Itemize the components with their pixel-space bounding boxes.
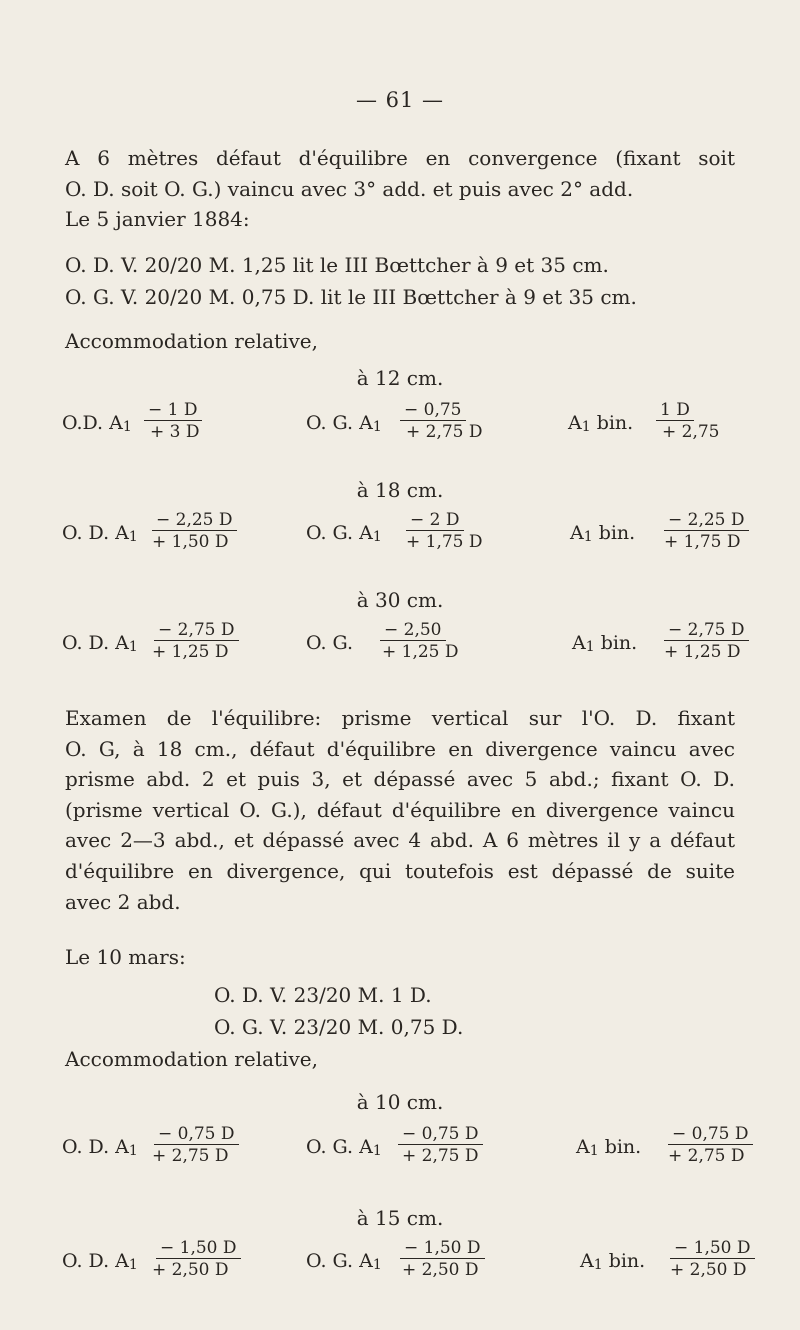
subscript: 1 xyxy=(372,1257,382,1273)
bin-label: A xyxy=(570,522,584,544)
subscript: 1 xyxy=(128,1257,138,1273)
fraction-denominator: + 1,25 D xyxy=(152,642,229,662)
fraction-denominator: + 2,50 D xyxy=(152,1260,229,1280)
eye-label: O. D. A xyxy=(62,1136,129,1158)
fraction-denominator: + 2,50 D xyxy=(670,1260,747,1280)
examen-line: (prisme vertical O. G.), défaut d'équilibre en divergence vaincu xyxy=(65,797,735,822)
examen-line: avec 2—3 abd., et dépassé avec 4 abd. A 6 mètres il y a défaut xyxy=(65,828,735,853)
distance-heading: à 18 cm. xyxy=(356,478,444,502)
date-line: Le 10 mars: xyxy=(65,945,186,969)
page-number: — 61 — xyxy=(355,88,445,112)
examen-line: prisme abd. 2 et puis 3, et dépassé avec 5 abd.; fixant O. D. xyxy=(65,767,735,792)
bin-suffix: bin. xyxy=(590,412,634,434)
bin-label: A xyxy=(580,1250,594,1272)
visus-line: O. D. V. 20/20 M. 1,25 lit le III Bœttcher à 9 et 35 cm. xyxy=(65,253,609,277)
fraction-denominator: + 1,75 D xyxy=(406,532,483,552)
fraction-denominator: + 2,75 D xyxy=(668,1146,745,1166)
eye-label: O. G. xyxy=(306,632,354,654)
eye-label: O. G. A xyxy=(306,412,373,434)
examen-line: Examen de l'équilibre: prisme vertical sur l'O. D. fixant xyxy=(65,706,735,730)
subscript: 1 xyxy=(589,1143,599,1159)
subscript: 1 xyxy=(122,419,132,435)
subscript: 1 xyxy=(581,419,591,435)
subscript: 1 xyxy=(128,639,138,655)
fraction-numerator: − 2 D xyxy=(406,510,464,531)
fraction-numerator: − 0,75 xyxy=(400,400,466,421)
subscript: 1 xyxy=(128,529,138,545)
subscript: 1 xyxy=(128,1143,138,1159)
accommodation-heading: Accommodation relative, xyxy=(65,329,318,353)
visus-line: O. G. V. 23/20 M. 0,75 D. xyxy=(214,1015,464,1039)
fraction-denominator: + 2,50 D xyxy=(402,1260,479,1280)
fraction-numerator: − 0,75 D xyxy=(668,1124,753,1145)
subscript: 1 xyxy=(583,529,593,545)
fraction-denominator: + 1,25 D xyxy=(664,642,741,662)
examen-line: avec 2 abd. xyxy=(65,889,181,914)
bin-suffix: bin. xyxy=(592,522,636,544)
intro-line: A 6 mètres défaut d'équilibre en convergence (fixant soit xyxy=(65,146,735,170)
intro-line: O. D. soit O. G.) vaincu avec 3° add. et puis avec 2° add. xyxy=(65,177,634,201)
fraction-numerator: − 2,25 D xyxy=(152,510,237,531)
distance-heading: à 30 cm. xyxy=(356,588,444,612)
visus-line: O. D. V. 23/20 M. 1 D. xyxy=(214,983,432,1007)
distance-heading: à 10 cm. xyxy=(356,1090,444,1114)
fraction-denominator: + 2,75 D xyxy=(402,1146,479,1166)
distance-heading: à 15 cm. xyxy=(356,1206,444,1230)
fraction-denominator: + 1,25 D xyxy=(382,642,459,662)
eye-label: O. D. A xyxy=(62,632,129,654)
fraction-denominator: + 1,50 D xyxy=(152,532,229,552)
subscript: 1 xyxy=(372,419,382,435)
fraction-denominator: + 3 D xyxy=(150,422,200,442)
bin-label: A xyxy=(572,632,586,654)
fraction-numerator: − 1 D xyxy=(144,400,202,421)
subscript: 1 xyxy=(372,1143,382,1159)
fraction-numerator: − 1,50 D xyxy=(156,1238,241,1259)
fraction-numerator: − 2,50 xyxy=(380,620,446,641)
distance-heading: à 12 cm. xyxy=(356,366,444,390)
eye-label: O. G. A xyxy=(306,1136,373,1158)
bin-label: A xyxy=(568,412,582,434)
fraction-numerator: − 2,75 D xyxy=(154,620,239,641)
eye-label: O. D. A xyxy=(62,1250,129,1272)
fraction-numerator: − 2,75 D xyxy=(664,620,749,641)
fraction-numerator: − 0,75 D xyxy=(398,1124,483,1145)
subscript: 1 xyxy=(372,529,382,545)
examen-line: d'équilibre en divergence, qui toutefois est dépassé de suite xyxy=(65,858,735,883)
fraction-numerator: − 2,25 D xyxy=(664,510,749,531)
fraction-numerator: − 0,75 D xyxy=(154,1124,239,1145)
eye-label: O. G. A xyxy=(306,522,373,544)
examen-paragraph xyxy=(65,703,735,917)
subscript: 1 xyxy=(593,1257,603,1273)
bin-suffix: bin. xyxy=(598,1136,642,1158)
bin-label: A xyxy=(576,1136,590,1158)
fraction-denominator: + 2,75 D xyxy=(406,422,483,442)
subscript: 1 xyxy=(585,639,595,655)
bin-suffix: bin. xyxy=(602,1250,646,1272)
bin-suffix: bin. xyxy=(594,632,638,654)
fraction-denominator: + 2,75 xyxy=(662,422,720,442)
fraction-numerator: − 1,50 D xyxy=(400,1238,485,1259)
accommodation-heading: Accommodation relative, xyxy=(65,1047,318,1071)
eye-label: O. D. A xyxy=(62,522,129,544)
intro-paragraph xyxy=(65,143,735,205)
fraction-denominator: + 1,75 D xyxy=(664,532,741,552)
fraction-denominator: + 2,75 D xyxy=(152,1146,229,1166)
fraction-numerator: − 1,50 D xyxy=(670,1238,755,1259)
date-line: Le 5 janvier 1884: xyxy=(65,207,250,231)
fraction-numerator: 1 D xyxy=(656,400,694,421)
visus-line: O. G. V. 20/20 M. 0,75 D. lit le III Bœttcher à 9 et 35 cm. xyxy=(65,285,637,309)
examen-line: O. G, à 18 cm., défaut d'équilibre en divergence vaincu avec xyxy=(65,736,735,761)
eye-label: O. G. A xyxy=(306,1250,373,1272)
eye-label: O.D. A xyxy=(62,412,123,434)
